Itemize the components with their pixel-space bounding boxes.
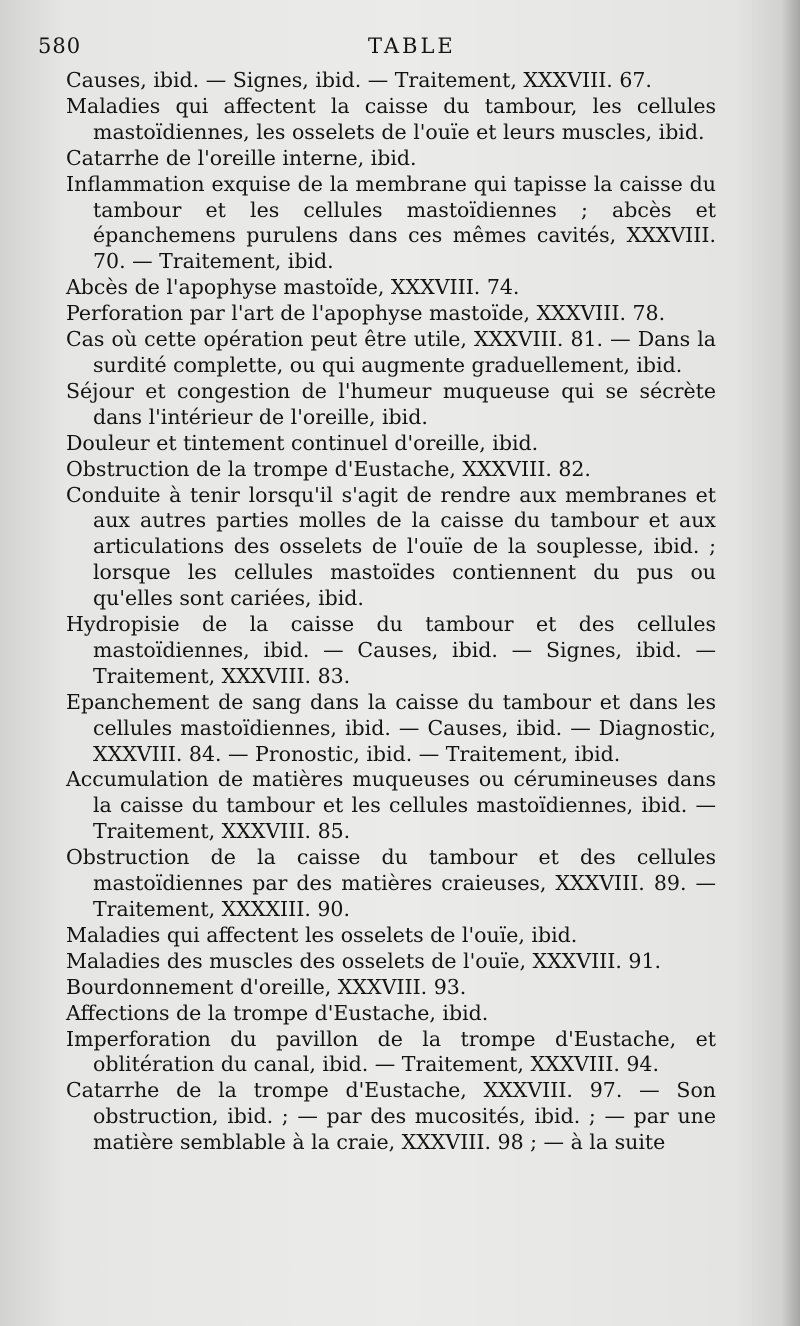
running-header — [38, 30, 738, 60]
index-entry: Douleur et tintement continuel d'oreille, ibid. — [66, 430, 539, 455]
header-title: TABLE — [368, 34, 456, 58]
index-entry: Accumulation de matières muqueuses ou cérumineuses dans la caisse du tambour et les cellules mastoïdiennes, ibid. — Traitement, XXXVIII. 85. — [66, 767, 716, 844]
index-entry: Bourdonnement d'oreille, XXXVIII. 93. — [66, 974, 467, 999]
index-entry: Perforation par l'art de l'apophyse mastoïde, XXXVIII. 78. — [66, 301, 666, 326]
index-entry: Obstruction de la trompe d'Eustache, XXXVIII. 82. — [66, 456, 591, 481]
index-entry: Séjour et congestion de l'humeur muqueuse qui se sécrète dans l'intérieur de l'oreille, ibid. — [66, 378, 716, 429]
index-entry: Maladies qui affectent la caisse du tambour, les cellules mastoïdiennes, les osselets de l'ouïe et leurs muscles, ibid. — [66, 93, 716, 144]
index-entry: Maladies qui affectent les osselets de l'ouïe, ibid. — [66, 922, 578, 947]
index-entry: Cas où cette opération peut être utile, XXXVIII. 81. — Dans la surdité complette, ou qui augmente graduellement, ibid. — [66, 327, 716, 377]
index-entry: Inflammation exquise de la membrane qui tapisse la caisse du tambour et les cellules mastoïdiennes ; abcès et épanchemens purulens dans ces mêmes cavités, XXXVIII. 70. — Traitement, ibid. — [66, 171, 716, 274]
page-spine-shadow — [782, 0, 800, 1326]
index-entry: Maladies des muscles des osselets de l'ouïe, XXXVIII. 91. — [66, 948, 662, 973]
index-entries — [66, 68, 716, 1156]
index-entry: Hydropisie de la caisse du tambour et des cellules mastoïdiennes, ibid. — Causes, ibid. — Signes, ibid. — Traitement, XXXVIII. 83. — [66, 612, 716, 688]
index-entry: Imperforation du pavillon de la trompe d'Eustache, et oblitération du canal, ibid. — Traitement, XXXVIII. 94. — [66, 1026, 716, 1077]
index-entry: Catarrhe de la trompe d'Eustache, XXXVIII. 97. — Son obstruction, ibid. ; — par des mucosités, ibid. ; — par une matière semblable à la craie, XXXVIII. 98 ; — à la suite — [66, 1078, 716, 1155]
index-entry: Catarrhe de l'oreille interne, ibid. — [66, 145, 417, 170]
index-entry: Epanchement de sang dans la caisse du tambour et dans les cellules mastoïdiennes, ibid. — Causes, ibid. — Diagnostic, XXXVIII. 84. — Pronostic, ibid. — Traitement, ibid. — [66, 689, 716, 766]
index-entry: Causes, ibid. — Signes, ibid. — Traitement, XXXVIII. 67. — [66, 68, 652, 92]
index-entry: Affections de la trompe d'Eustache, ibid. — [66, 1000, 489, 1025]
index-entry: Conduite à tenir lorsqu'il s'agit de rendre aux membranes et aux autres parties molles de la caisse du tambour et aux articulations des osselets de l'ouïe de la souplesse, ibid. ; lorsque les cellules mastoïdes contiennent du pus ou qu'elles sont cariées, ibid. — [66, 482, 716, 611]
index-entry: Abcès de l'apophyse mastoïde, XXXVIII. 74. — [66, 275, 520, 300]
page-number: 580 — [38, 34, 82, 58]
index-entry: Obstruction de la caisse du tambour et des cellules mastoïdiennes par des matières craieuses, XXXVIII. 89. — Traitement, XXXXIII. 90. — [66, 845, 716, 921]
